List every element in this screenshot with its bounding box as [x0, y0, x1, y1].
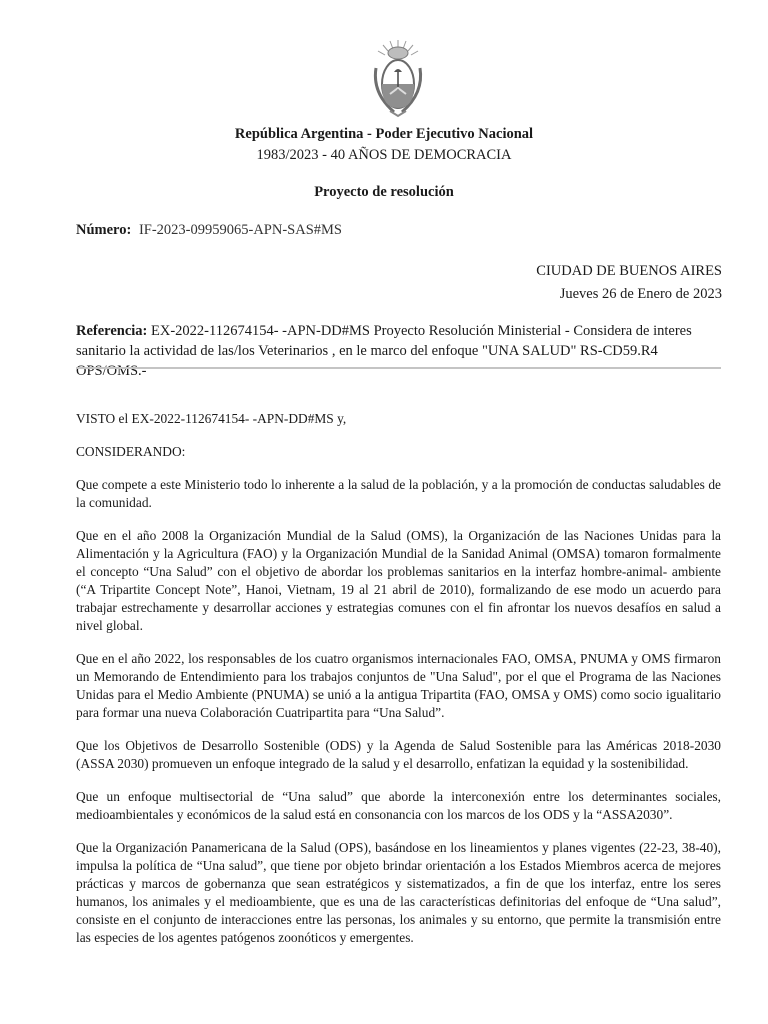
national-coat-of-arms-icon	[368, 38, 428, 118]
document-number-label: Número:	[76, 222, 132, 238]
commemorative-legend: 1983/2023 - 40 AÑOS DE DEMOCRACIA	[256, 147, 512, 163]
city: CIUDAD DE BUENOS AIRES	[536, 263, 722, 279]
considerando-heading: CONSIDERANDO:	[76, 444, 186, 459]
body-paragraph: Que la Organización Panamericana de la Salud (OPS), basándose en los lineamientos y planes vigentes (22-23, 38-40), impulsa la política de “Una salud”, que tiene por objeto brindar orientación a los Estados Miembros acerca de mejores prácticas y marcos de gobernanza que sean estratégicos y sistematizados, a fin de que los interfaz, entre los seres humanos, los animales y el medioambiente, que es una de las características definitorias del enfoque de “Una salud”, consiste en el conjunto de interacciones entre las personas, los animales y su entorno, que permite la transmisión entre las especies de los agentes patógenos zoonóticos y emergentes.	[76, 840, 721, 945]
document-number-value: IF-2023-09959065-APN-SAS#MS	[138, 222, 342, 238]
body-paragraph: Que los Objetivos de Desarrollo Sostenible (ODS) y la Agenda de Salud Sostenible para las Américas 2018-2030 (ASSA 2030) promueven un enfoque integrado de la salud y el desarrollo, enfatizan la equidad y la sostenibilidad.	[76, 738, 721, 771]
reference	[76, 321, 724, 381]
visto-line: VISTO el EX-2022-112674154- -APN-DD#MS y,	[76, 411, 347, 426]
divider	[76, 367, 721, 369]
reference-label: Referencia:	[76, 323, 148, 339]
body-paragraph: Que un enfoque multisectorial de “Una salud” que aborde la interconexión entre los determinantes sociales, medioambientales y económicos de la salud está en consonancia con los marcos de los ODS y la “ASSA2030”.	[76, 789, 721, 822]
body-paragraph: Que en el año 2022, los responsables de los cuatro organismos internacionales FAO, OMSA, PNUMA y OMS firmaron un Memorando de Entendimiento para los trabajos conjuntos de "Una Salud", por el que el Programa de las Naciones Unidas para el Medio Ambiente (PNUMA) se unió a la antigua Tripartita (FAO, OMSA y OMS) como socio igualitario para formar una nueva Colaboración Cuatripartita para “Una Salud”.	[76, 651, 721, 720]
document-number	[76, 222, 342, 239]
document-type: Proyecto de resolución	[314, 184, 454, 200]
body-paragraph: Que en el año 2008 la Organización Mundial de la Salud (OMS), la Organización de las Naciones Unidas para la Alimentación y la Agricultura (FAO) y la Organización Mundial de la Sanidad Animal (OMSA) tomaron formalmente el concepto “Una Salud” con el objetivo de abordar los problemas sanitarios en la interfaz hombre-animal- ambiente (“A Tripartite Concept Note”, Hanoi, Vietnam, 19 al 21 abril de 2010), formalizando de ese modo un acuerdo para trabajar estrechamente y desarrollar acciones y estrategias comunes con el fin afrontar los nuevos desafíos en salud a nivel global.	[76, 528, 721, 633]
document-date: Jueves 26 de Enero de 2023	[559, 286, 722, 302]
reference-text: EX-2022-112674154- -APN-DD#MS Proyecto Resolución Ministerial - Considera de interes sanitario la actividad de las/los Veterinarios , en le marco del enfoque "UNA SALUD" RS-CD59.R4 OPS/OMS.-	[76, 323, 692, 379]
issuer-title: República Argentina - Poder Ejecutivo Nacional	[234, 126, 534, 142]
document-body	[76, 410, 721, 962]
body-paragraph: Que compete a este Ministerio todo lo inherente a la salud de la población, y a la promoción de conductas saludables de la comunidad.	[76, 477, 721, 510]
